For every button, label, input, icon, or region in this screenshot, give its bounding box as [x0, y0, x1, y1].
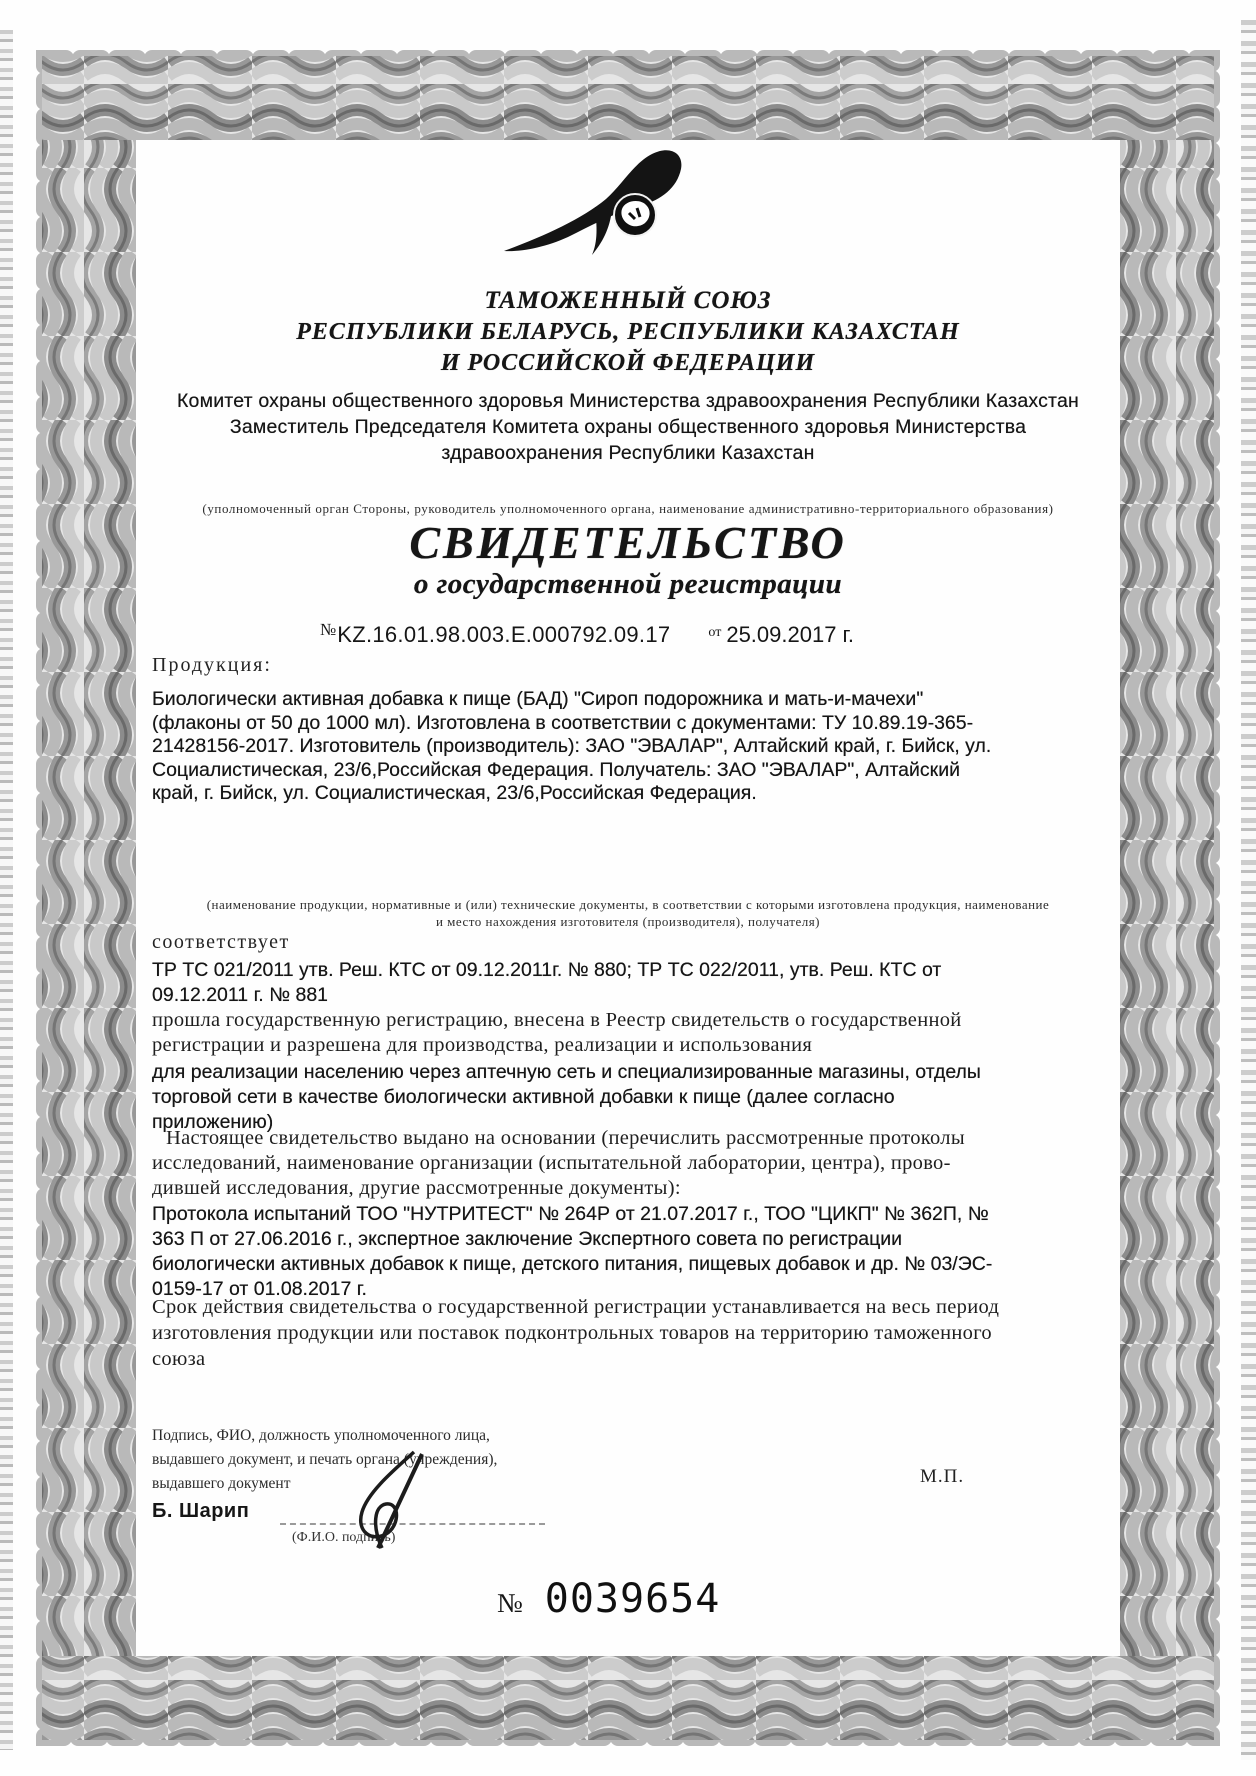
- signature-caption-line: выдавшего документ: [152, 1475, 291, 1492]
- issuing-authority: [128, 388, 1128, 466]
- union-title-line: И РОССИЙСКОЙ ФЕДЕРАЦИИ: [440, 350, 816, 376]
- registration-number: KZ.16.01.98.003.E.000792.09.17: [337, 622, 671, 647]
- registration-number-row: [320, 622, 854, 648]
- registration-date: 25.09.2017 г.: [726, 622, 854, 647]
- conformity-line: ТР ТС 021/2011 утв. Реш. КТС от 09.12.2011г. № 880; ТР ТС 022/2011, утв. Реш. КТС от: [152, 959, 942, 981]
- authority-line: здравоохранения Республики Казахстан: [441, 442, 815, 464]
- signature-caption-line: выдавшего документ, и печать органа (учреждения),: [152, 1451, 498, 1468]
- signature-caption-line: Подпись, ФИО, должность уполномоченного лица,: [152, 1427, 490, 1444]
- product-caption: [148, 896, 1108, 930]
- product-description-line: (флаконы от 50 до 1000 мл). Изготовлена в соответствии с документами: ТУ 10.89.19-365-: [152, 711, 974, 734]
- product-caption-line: (наименование продукции, нормативные и (или) технические документы, в соответствии с которыми изготовлена продукция, наименование: [206, 897, 1050, 912]
- validity-line: Срок действия свидетельства о государственной регистрации устанавливается на весь период: [152, 1296, 1000, 1318]
- basis-caption-line: исследований, наименование организации (испытательной лаборатории, центра), прово-: [152, 1152, 951, 1174]
- registration-statement-line: прошла государственную регистрацию, внесена в Реестр свидетельств о государственной: [152, 1009, 962, 1031]
- fio-signature-caption: (Ф.И.О. подпись): [292, 1530, 396, 1545]
- authority-line: Комитет охраны общественного здоровья Министерства здравоохранения Республики Казахстан: [176, 390, 1079, 412]
- product-description-line: Социалистическая, 23/6,Российская Федерация. Получатель: ЗАО "ЭВАЛАР", Алтайский: [152, 758, 960, 781]
- union-title-line: ТАМОЖЕННЫЙ СОЮЗ: [484, 287, 772, 314]
- serial-number-sign: №: [497, 1588, 523, 1618]
- validity-line: союза: [152, 1348, 206, 1370]
- union-title-line: РЕСПУБЛИКИ БЕЛАРУСЬ, РЕСПУБЛИКИ КАЗАХСТАН: [296, 319, 960, 345]
- serial-number-value: 0039654: [544, 1576, 721, 1622]
- sale-statement-line: для реализации населению через аптечную сеть и специализированные магазины, отделы: [152, 1061, 981, 1083]
- basis-caption: [152, 1126, 965, 1201]
- conformity-line: 09.12.2011 г. № 881: [152, 983, 329, 1006]
- product-description: [152, 688, 991, 806]
- date-from-label: от: [708, 625, 722, 640]
- registration-statement-line: регистрации и разрешена для производства, реализации и использования: [152, 1034, 813, 1056]
- basis-caption-line: дившей исследования, другие рассмотренные документы):: [152, 1177, 681, 1199]
- product-label: Продукция:: [152, 654, 272, 676]
- scan-edge-noise-right: [1241, 20, 1256, 1760]
- basis-documents-line: Протокола испытаний ТОО "НУТРИТЕСТ" № 264Р от 21.07.2017 г., ТОО "ЦИКП" № 362П, №: [152, 1203, 989, 1225]
- authority-line: Заместитель Председателя Комитета охраны общественного здоровья Министерства: [229, 416, 1027, 438]
- product-caption-line: и место нахождения изготовителя (производителя), получателя): [435, 914, 821, 929]
- product-description-line: Биологически активная добавка к пище (БАД) "Сироп подорожника и мать-и-мачехи": [152, 688, 924, 710]
- handwritten-signature: [348, 1450, 438, 1550]
- product-description-line: 21428156-2017. Изготовитель (производитель): ЗАО "ЭВАЛАР", Алтайский край, г. Бийск, ул.: [152, 735, 992, 757]
- conformity-label: соответствует: [152, 931, 290, 953]
- sale-statement-line: торговой сети в качестве биологически активной добавки к пище (далее согласно: [152, 1086, 895, 1108]
- signatory-name: Б. Шарип: [152, 1500, 250, 1522]
- basis-documents-line: 363 П от 27.06.2016 г., экспертное заключение Экспертного совета по регистрации: [152, 1228, 903, 1250]
- sale-statement: [152, 1060, 981, 1135]
- number-sign: №: [320, 620, 337, 639]
- basis-documents-line: биологически активных добавок к пище, детского питания, пищевых добавок и др. № 03/ЭС-: [152, 1253, 993, 1275]
- serial-number-row: [497, 1576, 720, 1622]
- registration-statement: [152, 1008, 962, 1058]
- signature-caption: [152, 1424, 497, 1496]
- conformity-regulations: [152, 958, 941, 1007]
- product-description-line: край, г. Бийск, ул. Социалистическая, 23/6,Российская Федерация.: [152, 782, 757, 804]
- authority-caption: (уполномоченный орган Стороны, руководитель уполномоченного органа, наименование административно-территориального образования): [202, 501, 1054, 516]
- sale-statement-line: приложению): [152, 1111, 274, 1133]
- customs-union-emblem-icon: [498, 143, 698, 258]
- document-subtitle: о государственной регистрации: [413, 568, 843, 600]
- validity-line: изготовления продукции или поставок подконтрольных товаров на территорию таможенного: [152, 1322, 992, 1344]
- document-title: СВИДЕТЕЛЬСТВО: [409, 517, 847, 568]
- stamp-placeholder-label: М.П.: [920, 1466, 965, 1487]
- scan-edge-noise-left: [0, 30, 13, 1750]
- basis-documents-line: 0159-17 от 01.08.2017 г.: [152, 1278, 367, 1300]
- basis-documents: [152, 1202, 992, 1302]
- union-title: [148, 284, 1108, 379]
- basis-caption-line: Настоящее свидетельство выдано на основании (перечислить рассмотренные протоколы: [166, 1127, 965, 1149]
- validity-statement: [152, 1294, 999, 1372]
